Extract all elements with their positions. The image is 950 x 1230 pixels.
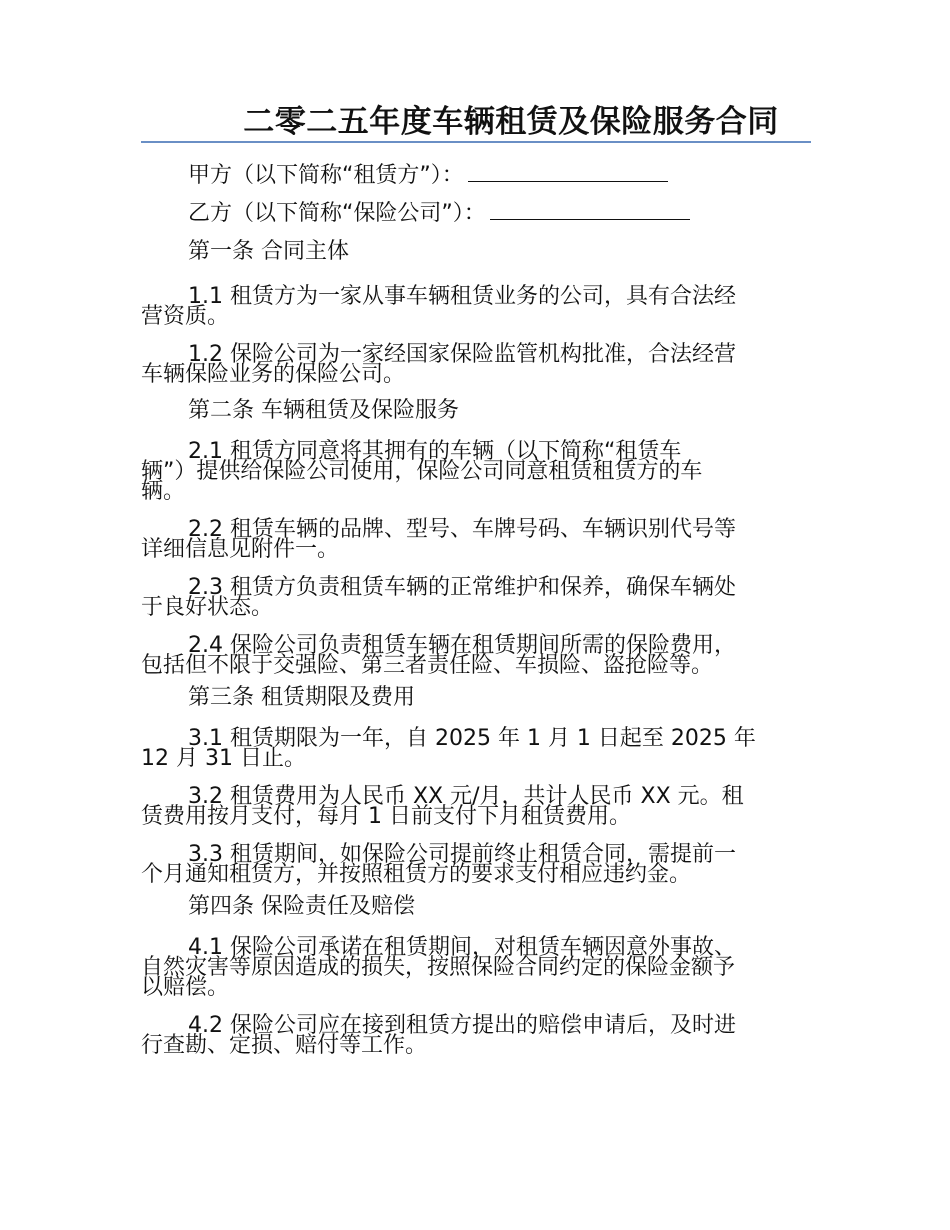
clause-2-2 <box>141 503 811 561</box>
clause-3-2-line1: 3.2 租赁费用为人民币 XX 元/月，共计人民币 XX 元。租 <box>188 784 744 809</box>
party-a-line <box>141 157 811 195</box>
clause-4-2-line1: 4.2 保险公司应在接到租赁方提出的赔偿申请后，及时进 <box>188 1013 736 1038</box>
clause-4-1-line3: 以赔偿。 <box>141 975 230 1000</box>
party-b-label: 乙方（以下简称“保险公司”）： <box>188 201 486 226</box>
clause-1-1-line2: 营资质。 <box>141 304 230 329</box>
clause-2-3 <box>141 561 811 619</box>
clause-2-2-line2: 详细信息见附件一。 <box>141 537 340 562</box>
document-title: 二零二五年度车辆租赁及保险服务合同 <box>243 104 779 140</box>
clause-2-1-line2: 辆”）提供给保险公司使用，保险公司同意租赁租赁方的车 <box>141 459 703 484</box>
clause-1-1 <box>141 271 811 328</box>
clause-2-1-line3: 辆。 <box>141 479 186 504</box>
clause-3-2 <box>141 770 811 828</box>
clause-3-1-line1: 3.1 租赁期限为一年，自 2025 年 1 月 1 日起至 2025 年 <box>188 726 756 751</box>
clause-1-2-line1: 1.2 保险公司为一家经国家保险监管机构批准，合法经营 <box>188 342 736 367</box>
clause-2-3-line1: 2.3 租赁方负责租赁车辆的正常维护和保养，确保车辆处 <box>188 575 736 600</box>
contract-page <box>141 100 811 1057</box>
clause-2-2-line1: 2.2 租赁车辆的品牌、型号、车牌号码、车辆识别代号等 <box>188 517 736 542</box>
clause-2-1-line1: 2.1 租赁方同意将其拥有的车辆（以下简称“租赁车 <box>188 439 682 464</box>
clause-2-4-line1: 2.4 保险公司负责租赁车辆在租赁期间所需的保险费用， <box>188 633 736 658</box>
section1-heading: 第一条 合同主体 <box>188 239 349 264</box>
clause-1-2-line2: 车辆保险业务的保险公司。 <box>141 362 406 387</box>
clause-2-3-line2: 于良好状态。 <box>141 595 274 620</box>
clause-3-1 <box>141 717 811 770</box>
clause-3-3 <box>141 828 811 886</box>
clause-2-4-line2: 包括但不限于交强险、第三者责任险、车损险、盗抢险等。 <box>141 653 714 678</box>
section4-heading: 第四条 保险责任及赔偿 <box>188 894 415 919</box>
clause-4-1-line1: 4.1 保险公司承诺在租赁期间，对租赁车辆因意外事故、 <box>188 935 736 960</box>
section3-heading: 第三条 租赁期限及费用 <box>188 685 415 710</box>
party-b-blank <box>490 197 690 220</box>
party-a-label: 甲方（以下简称“租赁方”）： <box>188 163 464 188</box>
clause-3-3-line2: 个月通知租赁方，并按照租赁方的要求支付相应违约金。 <box>141 862 692 887</box>
party-b-line <box>141 195 811 233</box>
clause-4-2 <box>141 999 811 1057</box>
clause-4-2-line2: 行查勘、定损、赔付等工作。 <box>141 1033 428 1058</box>
clause-2-1 <box>141 430 811 503</box>
party-a-blank <box>468 159 668 182</box>
clause-1-1-line1: 1.1 租赁方为一家从事车辆租赁业务的公司，具有合法经 <box>188 284 736 309</box>
clause-2-4 <box>141 619 811 677</box>
clause-4-1-line2: 自然灾害等原因造成的损失，按照保险合同约定的保险金额予 <box>141 955 736 980</box>
clause-1-2 <box>141 328 811 386</box>
clause-3-1-line2: 12 月 31 日止。 <box>141 746 306 771</box>
section2-heading: 第二条 车辆租赁及保险服务 <box>188 398 459 423</box>
clause-3-3-line1: 3.3 租赁期间，如保险公司提前终止租赁合同，需提前一 <box>188 842 736 867</box>
clause-3-2-line2: 赁费用按月支付，每月 1 日前支付下月租赁费用。 <box>141 804 631 829</box>
clause-4-1 <box>141 926 811 999</box>
